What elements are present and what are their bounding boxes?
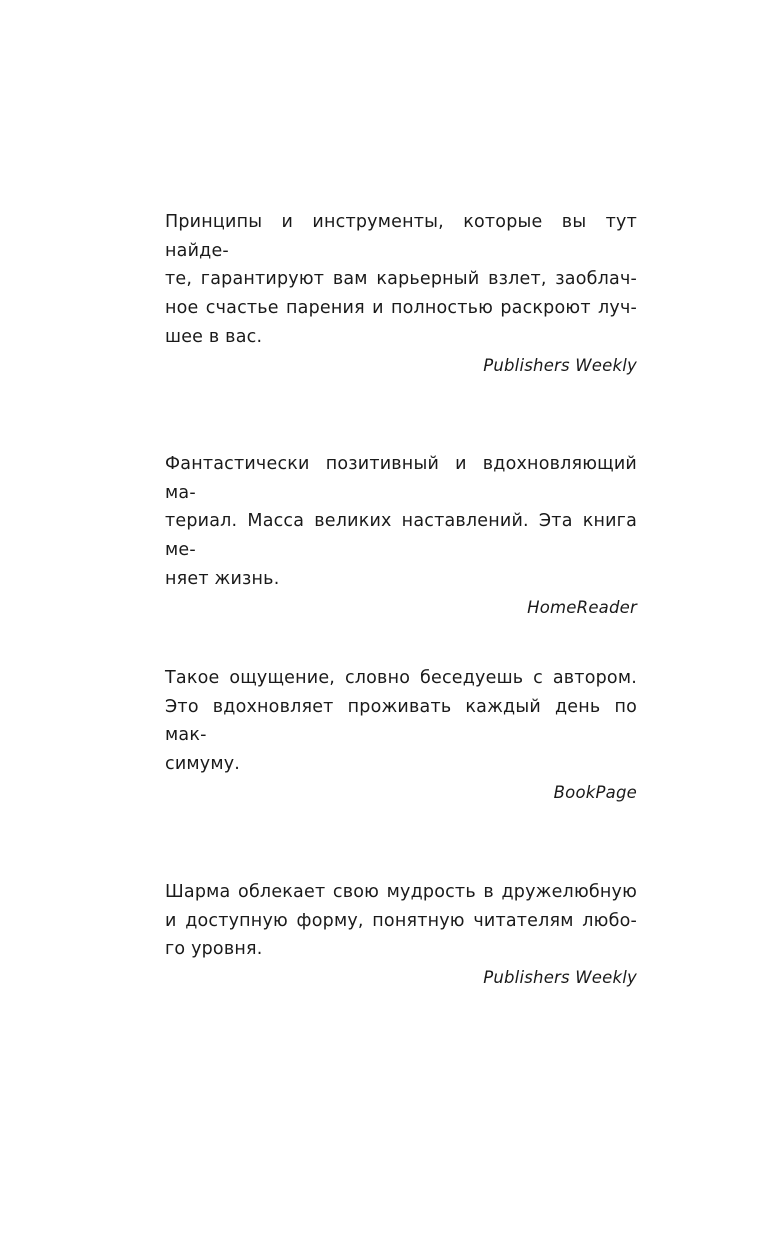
quote-line: Такое ощущение, словно беседуешь с автором. [165, 668, 637, 688]
quote-attribution: Publishers Weekly [483, 968, 637, 988]
review-quote-3 [165, 664, 637, 807]
review-quote-4 [165, 878, 637, 992]
quote-line: те, гарантируют вам карьерный взлет, заоблач- [165, 269, 637, 290]
quote-text [165, 664, 637, 779]
quote-line: Принципы и инструменты, которые вы тут найде- [165, 212, 637, 261]
quote-line: Это вдохновляет проживать каждый день по мак- [165, 696, 637, 746]
quote-attribution: Publishers Weekly [483, 355, 637, 375]
quote-attribution: HomeReader [527, 597, 637, 617]
review-quote-2 [165, 450, 637, 622]
quote-line: Фантастически позитивный и вдохновляющий ма- [165, 454, 637, 503]
quote-line: симуму. [165, 754, 241, 775]
quote-line: няет жизнь. [165, 568, 280, 589]
review-quote-1 [165, 208, 637, 380]
quote-line: Шарма облекает свою мудрость в дружелюбную [165, 882, 637, 902]
quote-attribution: BookPage [553, 782, 637, 802]
quote-line: и доступную форму, понятную читателям любо- [165, 910, 637, 931]
quote-line: териал. Масса великих наставлений. Эта книга ме- [165, 511, 637, 561]
quote-text [165, 450, 637, 594]
quote-line: го уровня. [165, 939, 263, 960]
quote-text [165, 878, 637, 964]
quote-text [165, 208, 637, 352]
quote-line: ное счастье парения и полностью раскроют луч- [165, 298, 637, 319]
quote-line: шее в вас. [165, 326, 263, 347]
